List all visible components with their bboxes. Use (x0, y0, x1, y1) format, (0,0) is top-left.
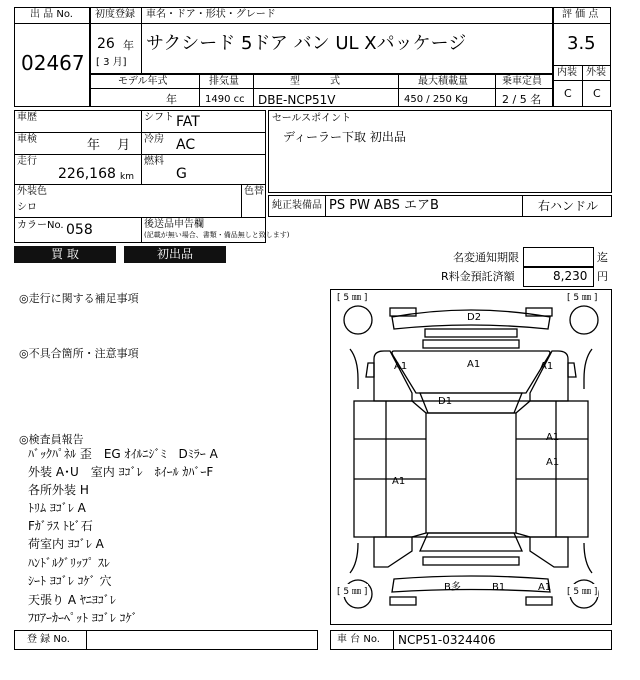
exterior-color-label: 外装色 (17, 186, 47, 197)
shift-value: FAT (176, 114, 200, 130)
mileage-value: 226,168 (58, 166, 116, 182)
inspection-value: 年 月 (87, 138, 131, 153)
fuel-label: 燃料 (144, 156, 164, 167)
registration-label: 登 録 No. (27, 634, 70, 645)
recycle-fee-label: R料金預託済額 (441, 270, 515, 283)
notify-deadline-box (523, 247, 594, 267)
first-registration-month: [ 3 月] (96, 57, 127, 68)
inspector-line: 荷室内 ﾖｺﾞﾚ A (28, 537, 104, 551)
damage-mark-left-fender: A1 (394, 361, 408, 372)
chassis-number: NCP51-0324406 (398, 633, 496, 647)
first-registration-year: 26 (97, 36, 115, 52)
notify-deadline-unit: 迄 (597, 251, 608, 264)
equipment-value: PS PW ABS エアB (329, 198, 439, 213)
damage-mark-hood: A1 (467, 359, 481, 370)
first-listing-badge: 初出品 (124, 246, 226, 263)
inspector-line: 外装 A･U 室内 ﾖｺﾞﾚ ﾎｲｰﾙ ｶﾊﾞｰF (28, 465, 214, 479)
damage-mark-right-door-front: A1 (546, 432, 560, 443)
score-value: 3.5 (567, 33, 596, 54)
damage-mark-right-fender: A1 (540, 361, 554, 372)
car-name: サクシード 5ドア バン UL Xパッケージ (146, 33, 467, 54)
ac-value: AC (176, 137, 196, 153)
type-value: DBE-NCP51V (258, 93, 336, 107)
damage-mark-right-door-rear: A1 (546, 457, 560, 468)
notify-deadline-label: 名変通知期限 (453, 251, 519, 264)
sales-point-value: ディーラー下取 初出品 (283, 130, 406, 144)
equipment-label: 純正装備品 (272, 200, 322, 211)
displacement-label: 排気量 (209, 76, 239, 87)
lot-number: 02467 (21, 51, 85, 75)
inspector-line: ﾊﾝﾄﾞﾙｸﾞﾘｯﾌﾟ ｽﾚ (28, 556, 110, 570)
inspector-line: Fｶﾞﾗｽ ﾄﾋﾞ石 (28, 519, 93, 533)
lot-number-label: 出 品 No. (30, 9, 73, 20)
wheel-rear-left-depth: [ 5 ㎜ ] (336, 584, 368, 597)
mileage-label: 走行 (17, 156, 37, 167)
capacity-label: 乗車定員 (502, 76, 542, 87)
year-unit: 年 (123, 39, 134, 52)
mileage-unit: km (120, 172, 134, 182)
ac-label: 冷房 (144, 134, 164, 145)
color-number-label: カラーNo. (17, 220, 64, 231)
interior-grade: C (564, 87, 572, 100)
wheel-rear-right-depth: [ 5 ㎜ ] (566, 584, 598, 597)
car-name-label: 車名・ドア・形状・グレード (146, 9, 276, 20)
damage-mark-front-bumper: D2 (467, 312, 482, 323)
inspector-line: ﾌﾛｱｰｶｰﾍﾟｯﾄ ﾖｺﾞﾚ ｺｹﾞ (28, 611, 138, 625)
color-number-value: 058 (66, 222, 93, 238)
damage-mark-rear-bumper-b: B多 (444, 582, 461, 593)
damage-mark-windshield: D1 (438, 396, 453, 407)
inspector-line: ﾊﾞｯｸﾊﾟﾈﾙ 歪 EG ｵｲﾙﾆｼﾞﾐ Dﾐﾗｰ A (28, 447, 218, 461)
shipping-label: 後送品申告欄 (144, 219, 204, 230)
wheel-front-right-depth: [ 5 ㎜ ] (566, 290, 598, 303)
first-registration-label: 初度登録 (95, 9, 135, 20)
inspector-line: 天張り A ﾔﾆﾖｺﾞﾚ (28, 593, 116, 607)
driving-remarks-title: ◎走行に関する補足事項 (19, 292, 139, 305)
inspector-line: ｼｰﾄ ﾖｺﾞﾚ ｺｹﾞ 穴 (28, 574, 112, 588)
inspector-line: ﾄﾘﾑ ﾖｺﾞﾚ A (28, 501, 86, 515)
chassis-label: 車 台 No. (337, 634, 380, 645)
history-label: 車歴 (17, 112, 37, 123)
fuel-value: G (176, 166, 187, 182)
capacity-value: 2 / 5 名 (502, 93, 542, 106)
sales-point-label: セールスポイント (272, 113, 352, 124)
defects-remarks-title: ◎不具合箇所・注意事項 (19, 347, 139, 360)
inspector-line: 各所外装 H (28, 483, 89, 497)
damage-mark-rear-bumper-a1: A1 (538, 582, 552, 593)
displacement-value: 1490 cc (205, 94, 245, 105)
recycle-fee-unit: 円 (597, 270, 608, 283)
damage-mark-rear-bumper-b1: B1 (492, 582, 506, 593)
model-year-value: 年 (166, 93, 177, 106)
wheel-front-left-depth: [ 5 ㎜ ] (336, 290, 368, 303)
recycle-fee-value: 8,230 (553, 269, 588, 283)
damage-mark-left-door: A1 (392, 476, 406, 487)
score-label: 評 価 点 (562, 9, 599, 20)
steering-value: 右ハンドル (538, 199, 599, 213)
inspection-label: 車検 (17, 134, 37, 145)
buy-badge: 買 取 (14, 246, 116, 263)
shift-label: シフト (144, 112, 174, 123)
type-label: 型 式 (290, 76, 340, 87)
color-change-label: 色替 (244, 186, 264, 197)
inspector-report-title: ◎検査員報告 (19, 433, 84, 446)
shipping-note: (記載が無い場合、書類・備品無しと致します) (144, 231, 290, 239)
exterior-label: 外装 (586, 67, 606, 78)
interior-label: 内装 (557, 67, 577, 78)
exterior-color-value: シロ (17, 202, 37, 213)
load-value: 450 / 250 Kg (404, 94, 468, 105)
load-label: 最大積載量 (418, 76, 468, 87)
exterior-grade: C (593, 87, 601, 100)
car-diagram (330, 289, 612, 625)
model-year-label: モデル年式 (118, 76, 168, 87)
